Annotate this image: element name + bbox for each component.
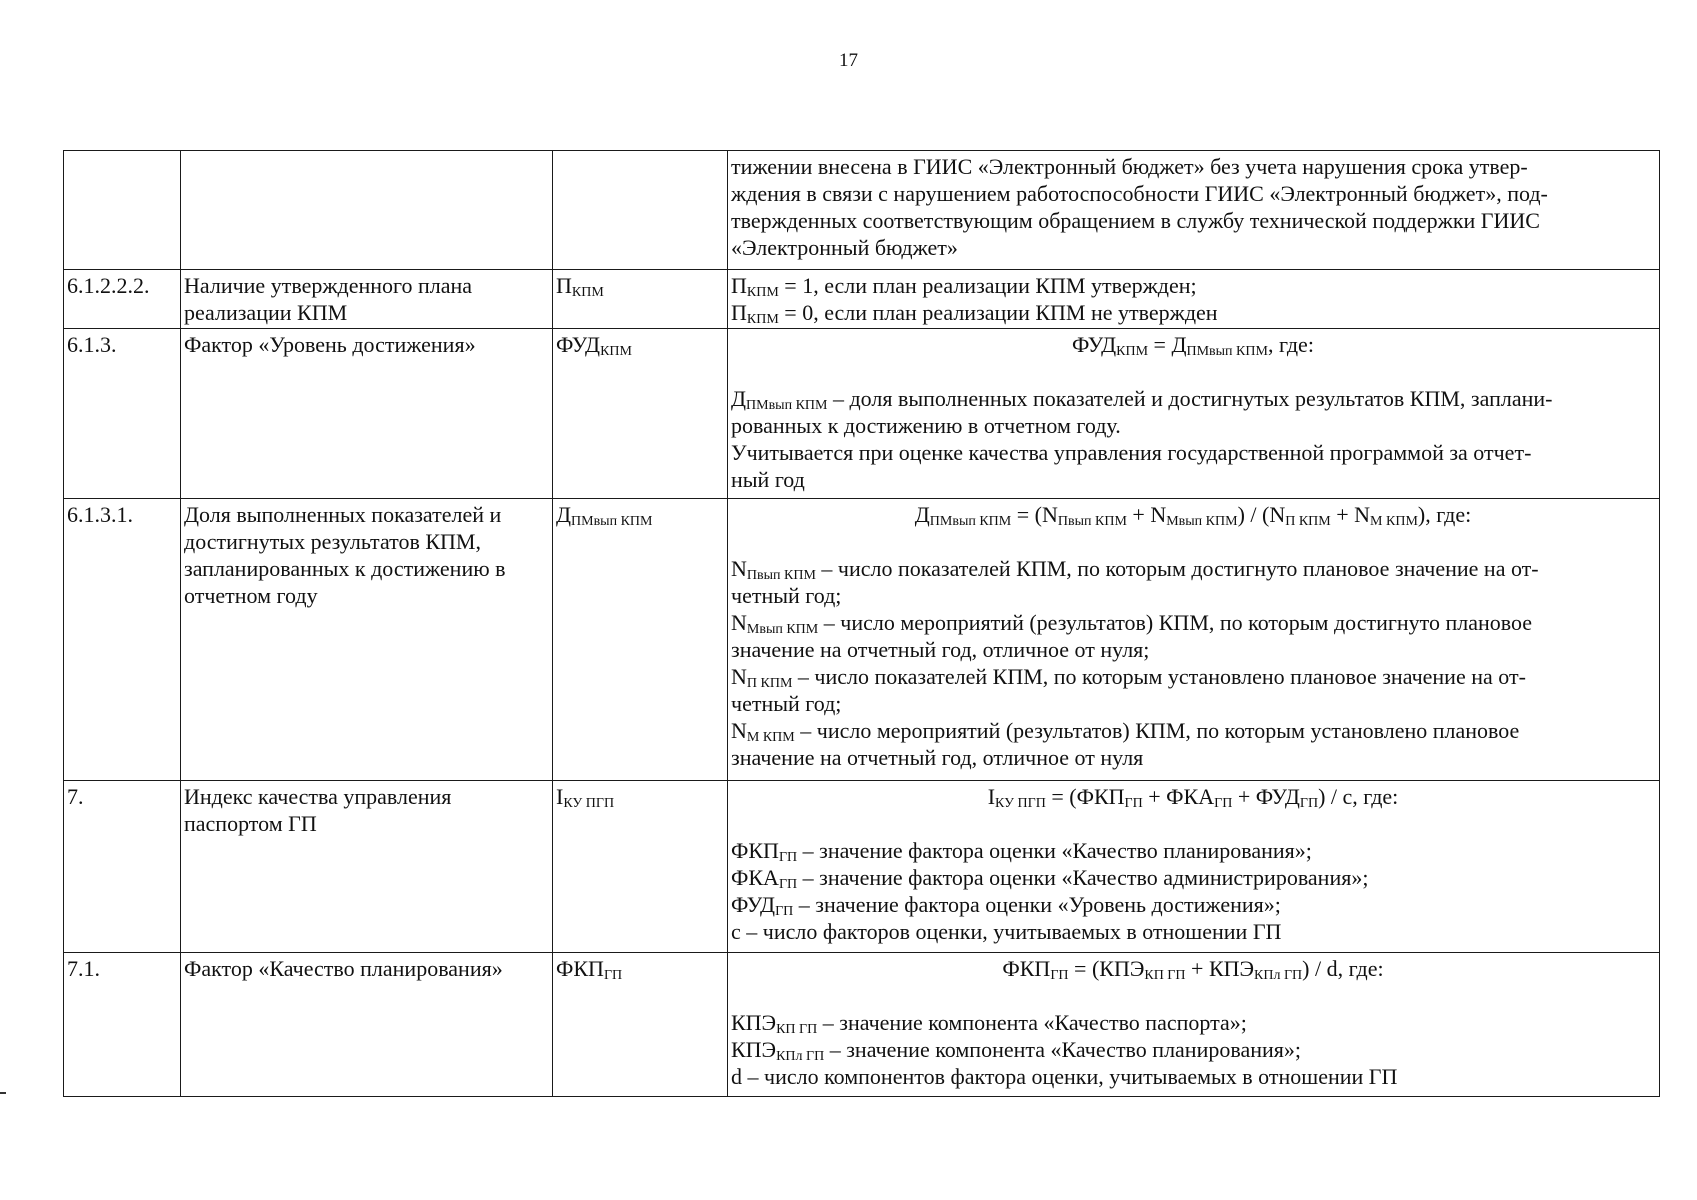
row-number: 6.1.3. xyxy=(64,329,181,499)
row-number xyxy=(64,151,181,270)
definition-line: $КПЭ_{КПл ГП}$ – значение компонента «Качество планирования»; xyxy=(731,1037,1301,1064)
description-line: тижении внесена в ГИИС «Электронный бюджет» без учета нарушения срока утвер- xyxy=(731,154,1528,179)
formula: $ФУД_{КПМ} = Д_{ПМвып КПМ}$, где: xyxy=(1072,332,1314,359)
definition-line: с – число факторов оценки, учитываемых в отношении ГП xyxy=(731,919,1282,944)
definition-line: $N_{М КПМ}$ – число мероприятий (результатов) КПМ, по которым установлено плановое xyxy=(731,718,1520,745)
definition-line: значение на отчетный год, отличное от нуля; xyxy=(731,637,1150,662)
definition-line: $Д_{ПМвып КПМ}$ – доля выполненных показателей и достигнутых результатов КПМ, заплани- xyxy=(731,386,1553,413)
indicator-name: Доля выполненных показателей и достигнутых результатов КПМ, запланированных к достижению в отчетном году xyxy=(181,499,553,781)
definition-line: рованных к достижению в отчетном году. xyxy=(731,413,1121,438)
row-number: 7.1. xyxy=(64,953,181,1097)
table-row xyxy=(64,329,1660,499)
indicator-description xyxy=(728,953,1660,1097)
indicator-table xyxy=(63,150,1660,1097)
definition-line: $ФУД_{ГП}$ – значение фактора оценки «Уровень достижения»; xyxy=(731,892,1281,919)
indicator-symbol: $ФКП_{ГП}$ xyxy=(553,953,728,1097)
note-line: ный год xyxy=(731,467,805,492)
indicator-symbol: $Д_{ПМвып КПМ}$ xyxy=(553,499,728,781)
definition-line: d – число компонентов фактора оценки, учитываемых в отношении ГП xyxy=(731,1064,1398,1089)
formula: $I_{КУ ПГП} = (ФКП_{ГП} + ФКА_{ГП} + ФУД_{ГП}) / с$, где: xyxy=(987,784,1399,811)
table-row xyxy=(64,270,1660,329)
indicator-description xyxy=(728,329,1660,499)
definition-line: значение на отчетный год, отличное от нуля xyxy=(731,745,1144,770)
row-number: 6.1.3.1. xyxy=(64,499,181,781)
table-row xyxy=(64,781,1660,953)
indicator-name: Наличие утвержденного плана реализации КПМ xyxy=(181,270,553,329)
definition-line: $ФКА_{ГП}$ – значение фактора оценки «Качество администрирования»; xyxy=(731,865,1369,892)
indicator-description xyxy=(728,499,1660,781)
page-number: 17 xyxy=(839,50,858,71)
indicator-name: Индекс качества управления паспортом ГП xyxy=(181,781,553,953)
definition-line: $КПЭ_{КП ГП}$ – значение компонента «Качество паспорта»; xyxy=(731,1010,1247,1037)
table-row xyxy=(64,499,1660,781)
row-number: 7. xyxy=(64,781,181,953)
indicator-description xyxy=(728,270,1660,329)
table-row xyxy=(64,953,1660,1097)
definition-line: четный год; xyxy=(731,691,842,716)
indicator-symbol: $ФУД_{КПМ}$ xyxy=(553,329,728,499)
note-line: Учитывается при оценке качества управления государственной программой за отчет- xyxy=(731,440,1532,465)
description-line: $П_{КПМ} = 0$, если план реализации КПМ не утвержден xyxy=(731,300,1218,327)
indicator-symbol: $I_{КУ ПГП}$ xyxy=(553,781,728,953)
indicator-name: Фактор «Качество планирования» xyxy=(181,953,553,1097)
definition-line: $ФКП_{ГП}$ – значение фактора оценки «Качество планирования»; xyxy=(731,838,1312,865)
indicator-symbol: $П_{КПМ}$ xyxy=(553,270,728,329)
definition-line: четный год; xyxy=(731,583,842,608)
row-number: 6.1.2.2.2. xyxy=(64,270,181,329)
indicator-symbol xyxy=(553,151,728,270)
description-line: твержденных соответствующим обращением в службу технической поддержки ГИИС xyxy=(731,208,1540,233)
formula: $ФКП_{ГП} = (КПЭ_{КП ГП} + КПЭ_{КПл ГП}) / d$, где: xyxy=(1002,956,1384,983)
definition-line: $N_{Пвып КПМ}$ – число показателей КПМ, по которым достигнуто плановое значение на от- xyxy=(731,556,1539,583)
description-line: $П_{КПМ} = 1$, если план реализации КПМ утвержден; xyxy=(731,273,1197,300)
margin-mark xyxy=(0,1092,6,1094)
indicator-description xyxy=(728,151,1660,270)
indicator-name xyxy=(181,151,553,270)
definition-line: $N_{П КПМ}$ – число показателей КПМ, по которым установлено плановое значение на от- xyxy=(731,664,1526,691)
definition-line: $N_{Мвып КПМ}$ – число мероприятий (результатов) КПМ, по которым достигнуто плановое xyxy=(731,610,1533,637)
description-line: «Электронный бюджет» xyxy=(731,235,958,260)
table-row xyxy=(64,151,1660,270)
indicator-name: Фактор «Уровень достижения» xyxy=(181,329,553,499)
description-line: ждения в связи с нарушением работоспособности ГИИС «Электронный бюджет», под- xyxy=(731,181,1548,206)
formula: $Д_{ПМвып КПМ} = (N_{Пвып КПМ} + N_{Мвып КПМ}) / (N_{П КПМ} + N_{М КПМ})$, где: xyxy=(914,502,1472,529)
indicator-description xyxy=(728,781,1660,953)
